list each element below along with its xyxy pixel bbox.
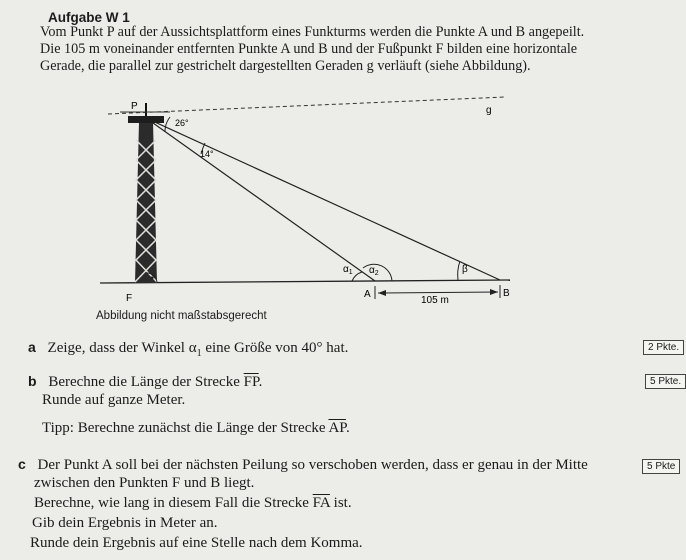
segment-fp: $\overline{FP}$ xyxy=(243,374,259,390)
figure-caption: Abbildung nicht maßstabsgerecht xyxy=(96,310,267,322)
distance-arrow xyxy=(378,292,498,293)
intro-line-3: Gerade, die parallel zur gestrichelt dargestellten Geraden g verläuft (siehe Abbildung). xyxy=(40,58,531,74)
label-angle-14: 14° xyxy=(200,149,214,159)
label-f: F xyxy=(126,293,133,304)
line-g xyxy=(108,97,505,114)
sight-line-pa xyxy=(146,118,375,281)
angle-26-arc xyxy=(165,117,170,132)
intro-line-1: Vom Punkt P auf der Aussichtsplattform eines Funkturms werden die Punkte A und B angepeilt. xyxy=(40,24,585,40)
task-b-line-1: b Berechne die Länge der Strecke $\overline{FP}$. xyxy=(28,373,263,390)
beta-arc xyxy=(458,261,460,280)
task-c-line-1: c Der Punkt A soll bei der nächsten Peilung so verschoben werden, dass er genau in der Mitte xyxy=(18,456,588,473)
label-p: P xyxy=(131,101,138,112)
task-c-line-4: Gib dein Ergebnis in Meter an. xyxy=(32,515,218,531)
label-distance: 105 m xyxy=(421,295,449,306)
task-c-line-2: zwischen den Punkten F und B liegt. xyxy=(34,475,255,491)
label-a: A xyxy=(364,289,371,300)
alpha1-arc xyxy=(352,272,362,281)
task-c-letter: c xyxy=(18,456,26,472)
task-c-line-5: Runde dein Ergebnis auf eine Stelle nach dem Komma. xyxy=(30,535,363,551)
task-a xyxy=(28,339,348,359)
sight-line-pb xyxy=(146,118,500,280)
task-c-line-3: Berechne, wie lang in diesem Fall die Strecke $\overline{FA}$ ist. xyxy=(34,495,352,511)
task-a-points: 2 Pkte. xyxy=(643,340,684,355)
task-b-line-2: Runde auf ganze Meter. xyxy=(42,392,186,408)
task-b-letter: b xyxy=(28,373,37,389)
task-a-letter: a xyxy=(28,339,36,355)
task-a-text: Zeige, dass der Winkel $\alpha_1$ eine Größe von 40° hat. xyxy=(47,340,349,359)
task-title: Aufgabe W 1 xyxy=(48,10,130,25)
task-b-tip: Tipp: Berechne zunächst die Länge der Strecke $\overline{AP}$. xyxy=(42,420,350,436)
ground-line xyxy=(100,280,510,283)
segment-ap: $\overline{AP}$ xyxy=(328,420,346,436)
task-b-points: 5 Pkte. xyxy=(645,374,686,389)
label-g: g xyxy=(486,105,492,116)
task-c-points: 5 Pkte xyxy=(642,459,680,474)
segment-fa: $\overline{FA}$ xyxy=(312,495,330,511)
intro-line-2: Die 105 m voneinander entfernten Punkte A und B und der Fußpunkt F bilden eine horizontale xyxy=(40,41,578,57)
label-b: B xyxy=(503,288,510,299)
label-alpha2: $\alpha_2$ xyxy=(369,265,379,277)
label-beta: β xyxy=(462,264,468,275)
label-alpha1: $\alpha_1$ xyxy=(343,264,353,276)
label-angle-26: 26° xyxy=(175,118,189,128)
